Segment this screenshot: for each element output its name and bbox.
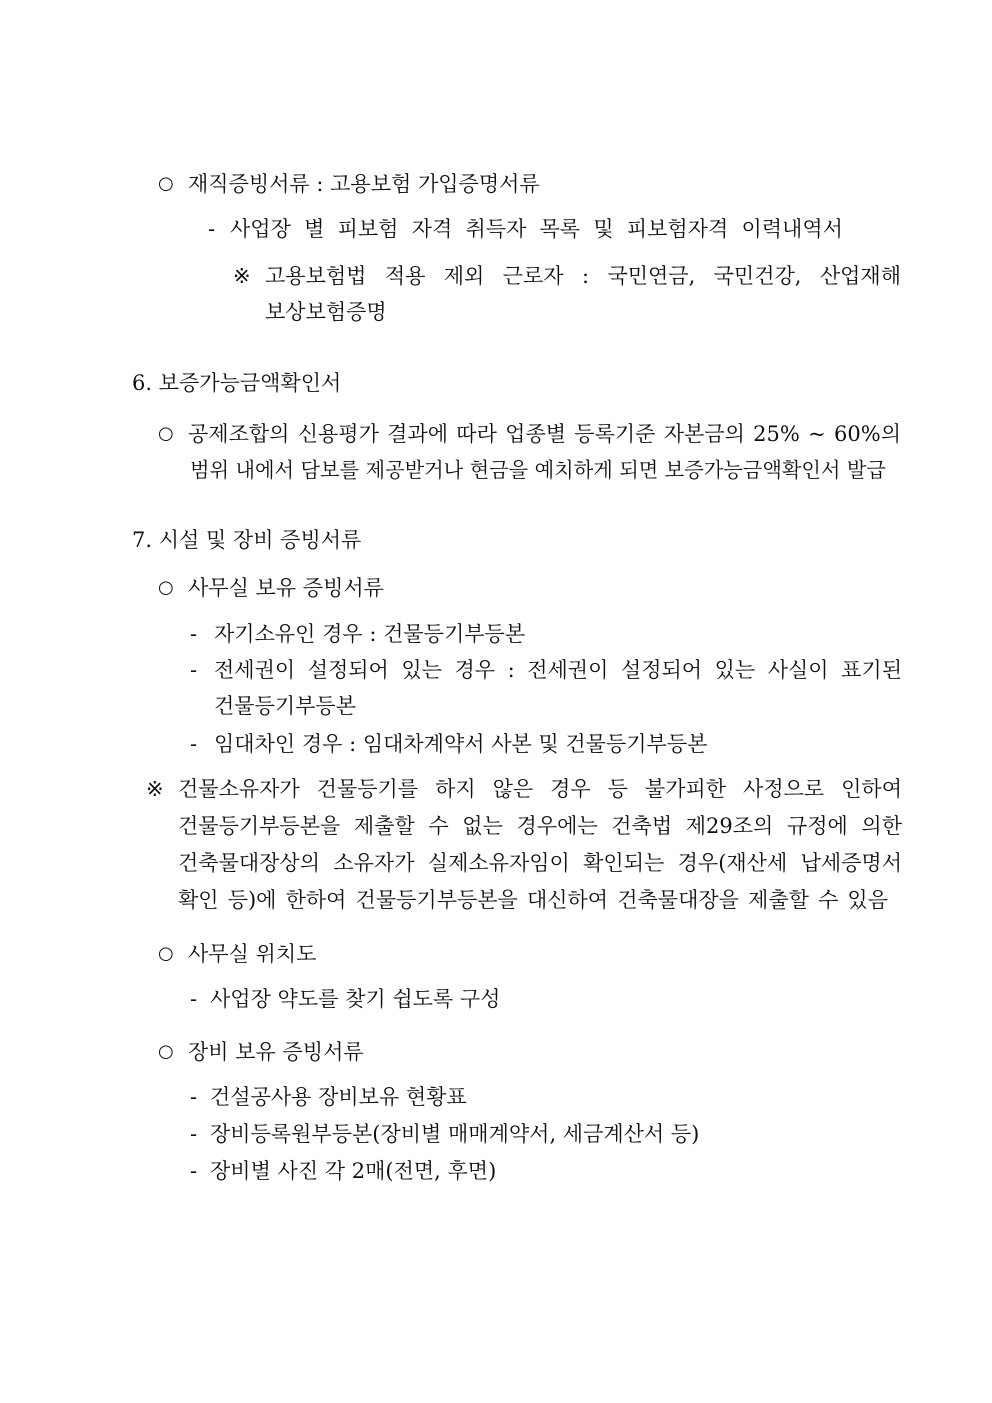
employment-item-text: 사업장 별 피보험 자격 취득자 목록 및 피보험자격 이력내역서 (230, 217, 843, 241)
dash-marker: - (208, 217, 216, 241)
dash-marker: - (190, 1159, 198, 1183)
dash-marker: - (190, 732, 198, 756)
section-6-line1: 공제조합의 신용평가 결과에 따라 업종별 등록기준 자본금의 25% ~ 60%의 (188, 422, 901, 446)
employment-note-line1: 고용보험법 적용 제외 근로자 : 국민연금, 국민건강, 산업재해 (265, 264, 901, 288)
equipment-item-1: 건설공사용 장비보유 현황표 (210, 1085, 467, 1109)
note-mark: ※ (233, 264, 251, 288)
office-title: 사무실 보유 증빙서류 (188, 576, 384, 600)
employment-item (230, 215, 856, 243)
bullet-circle: ○ (158, 943, 174, 964)
equipment-item-2: 장비등록원부등본(장비별 매매계약서, 세금계산서 등) (210, 1122, 700, 1146)
location-item-1: 사업장 약도를 찾기 쉽도록 구성 (210, 987, 501, 1011)
equipment-title: 장비 보유 증빙서류 (188, 1040, 364, 1064)
dash-marker: - (190, 1085, 198, 1109)
employment-note-line2: 보상보험증명 (265, 300, 387, 324)
equipment-item-3: 장비별 사진 각 2매(전면, 후면) (210, 1159, 497, 1183)
office-item-1: 자기소유인 경우 : 건물등기부등본 (214, 622, 526, 646)
dash-marker: - (190, 1122, 198, 1146)
office-item-2-line1: 전세권이 설정되어 있는 경우 : 전세권이 설정되어 있는 사실이 표기된 (214, 658, 902, 682)
note-mark: ※ (146, 777, 164, 801)
dash-marker: - (190, 987, 198, 1011)
section-7-heading: 7. 시설 및 장비 증빙서류 (132, 528, 362, 552)
building-note-line4: 확인 등)에 한하여 건물등기부등본을 대신하여 건축물대장을 제출할 수 있음 (178, 888, 888, 912)
building-note-line1: 건물소유자가 건물등기를 하지 않은 경우 등 불가피한 사정으로 인하여 (178, 777, 902, 801)
dash-marker: - (190, 622, 198, 646)
building-note-line2: 건물등기부등본을 제출할 수 없는 경우에는 건축법 제29조의 규정에 의한 (178, 814, 902, 838)
building-note-line3: 건축물대장상의 소유자가 실제소유자임이 확인되는 경우(재산세 납세증명서 (178, 851, 902, 875)
employment-title: 재직증빙서류 : 고용보험 가입증명서류 (188, 172, 540, 196)
office-item-2-line2: 건물등기부등본 (214, 694, 357, 718)
section-6-line2: 범위 내에서 담보를 제공받거나 현금을 예치하게 되면 보증가능금액확인서 발급 (190, 458, 886, 482)
bullet-circle: ○ (158, 1041, 174, 1062)
bullet-circle: ○ (158, 577, 174, 598)
location-title: 사무실 위치도 (188, 942, 317, 966)
office-item-3: 임대차인 경우 : 임대차계약서 사본 및 건물등기부등본 (214, 732, 708, 756)
dash-marker: - (190, 658, 198, 682)
bullet-circle: ○ (158, 173, 174, 194)
section-6-heading: 6. 보증가능금액확인서 (132, 371, 342, 395)
bullet-circle: ○ (158, 423, 174, 444)
